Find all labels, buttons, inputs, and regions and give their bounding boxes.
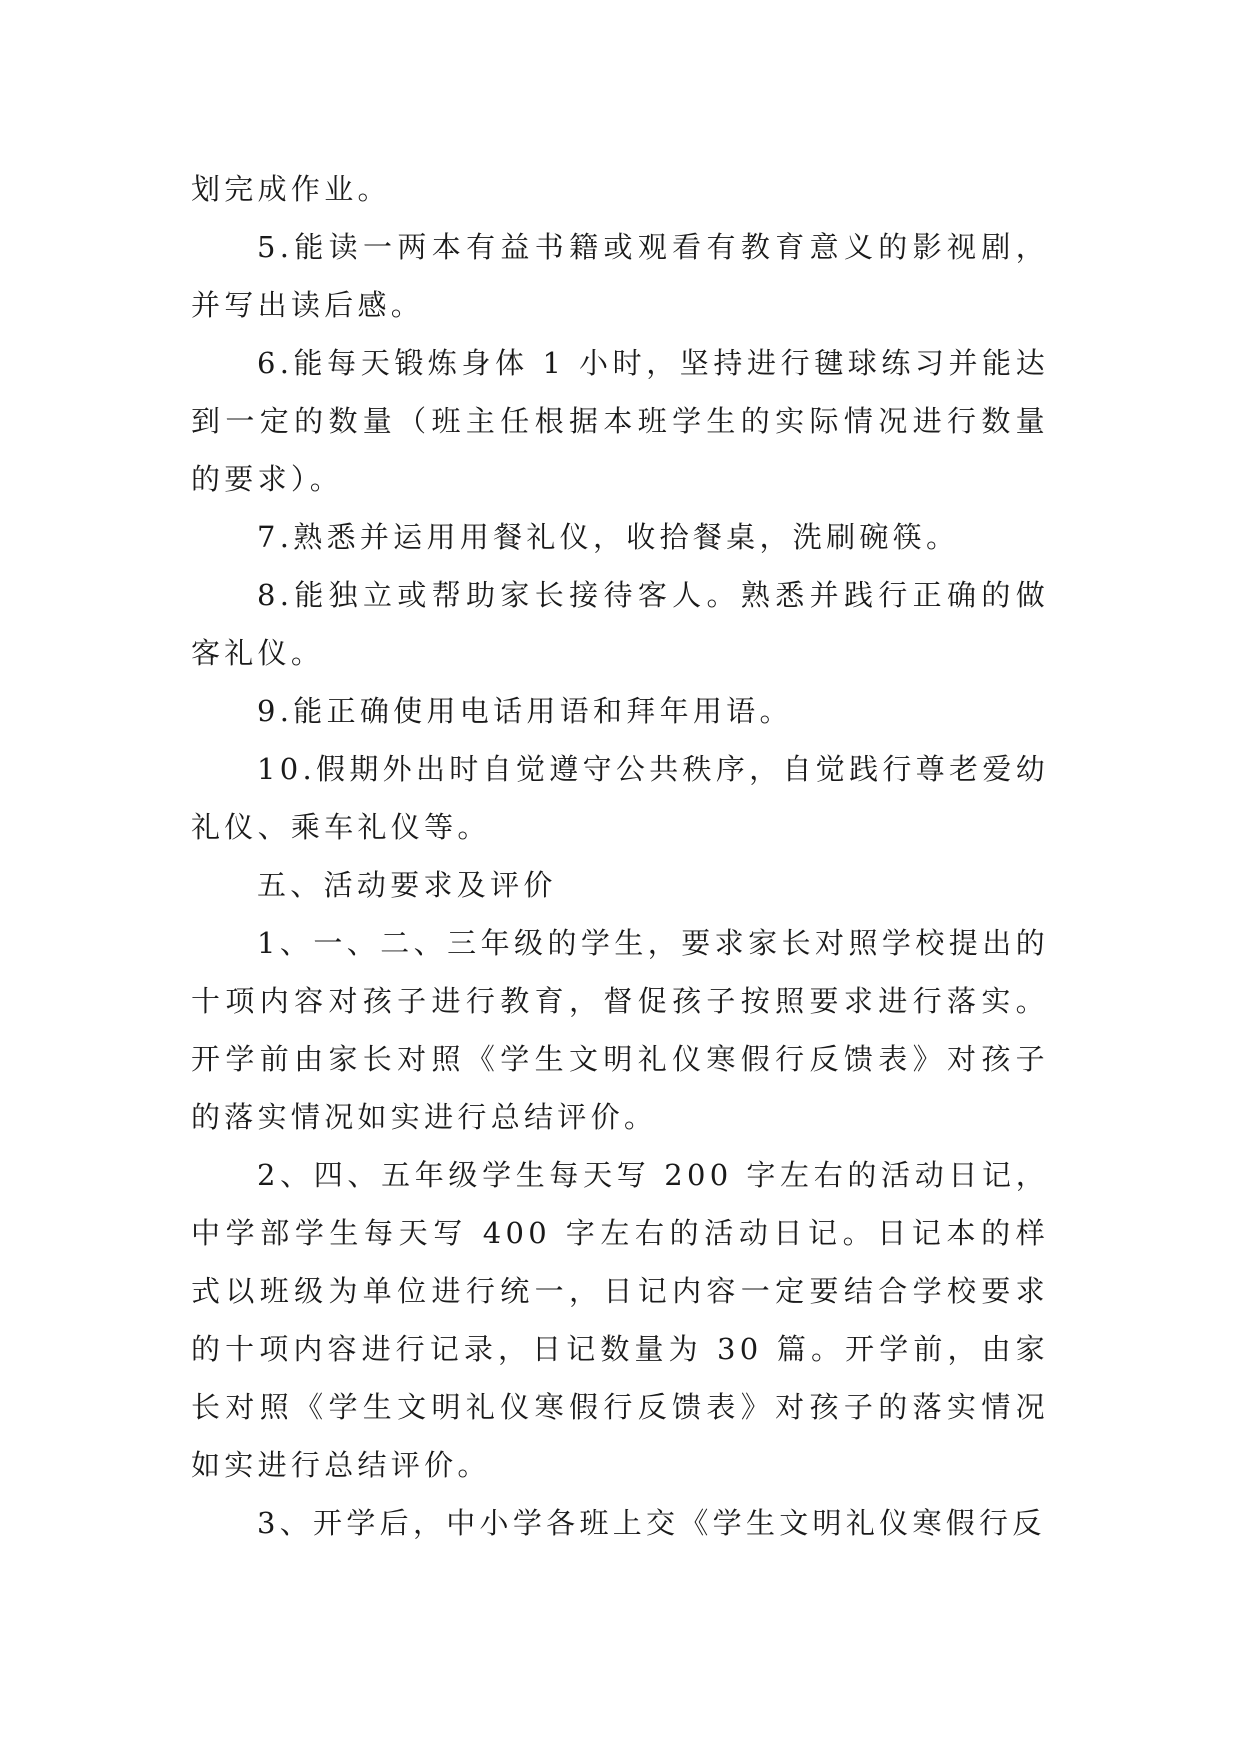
paragraph-requirement-2: 2、四、五年级学生每天写 200 字左右的活动日记，中学部学生每天写 400 字左右的活动日记。日记本的样式以班级为单位进行统一，日记内容一定要结合学校要求的十项内容进行记录，日记数量为 30 篇。开学前，由家长对照《学生文明礼仪寒假行反馈表》对孩子的落实情况如实进行总结评价。	[191, 1158, 1049, 1482]
paragraph-requirement-3: 3、开学后，中小学各班上交《学生文明礼仪寒假行反	[257, 1506, 1046, 1540]
paragraph-continuation: 划完成作业。	[191, 172, 391, 206]
paragraph-item-8: 8.能独立或帮助家长接待客人。熟悉并践行正确的做客礼仪。	[191, 578, 1049, 670]
section-heading-5: 五、活动要求及评价	[257, 868, 557, 902]
paragraph-item-10: 10.假期外出时自觉遵守公共秩序，自觉践行尊老爱幼礼仪、乘车礼仪等。	[191, 752, 1049, 844]
paragraph-item-7: 7.熟悉并运用用餐礼仪，收拾餐桌，洗刷碗筷。	[257, 520, 960, 554]
paragraph-item-9: 9.能正确使用电话用语和拜年用语。	[257, 694, 793, 728]
document-body	[191, 160, 1049, 1552]
paragraph-item-6: 6.能每天锻炼身体 1 小时，坚持进行毽球练习并能达到一定的数量（班主任根据本班学生的实际情况进行数量的要求）。	[191, 346, 1049, 496]
paragraph-item-5: 5.能读一两本有益书籍或观看有教育意义的影视剧，并写出读后感。	[191, 230, 1049, 322]
paragraph-requirement-1: 1、一、二、三年级的学生，要求家长对照学校提出的十项内容对孩子进行教育，督促孩子按照要求进行落实。开学前由家长对照《学生文明礼仪寒假行反馈表》对孩子的落实情况如实进行总结评价。	[191, 926, 1049, 1134]
